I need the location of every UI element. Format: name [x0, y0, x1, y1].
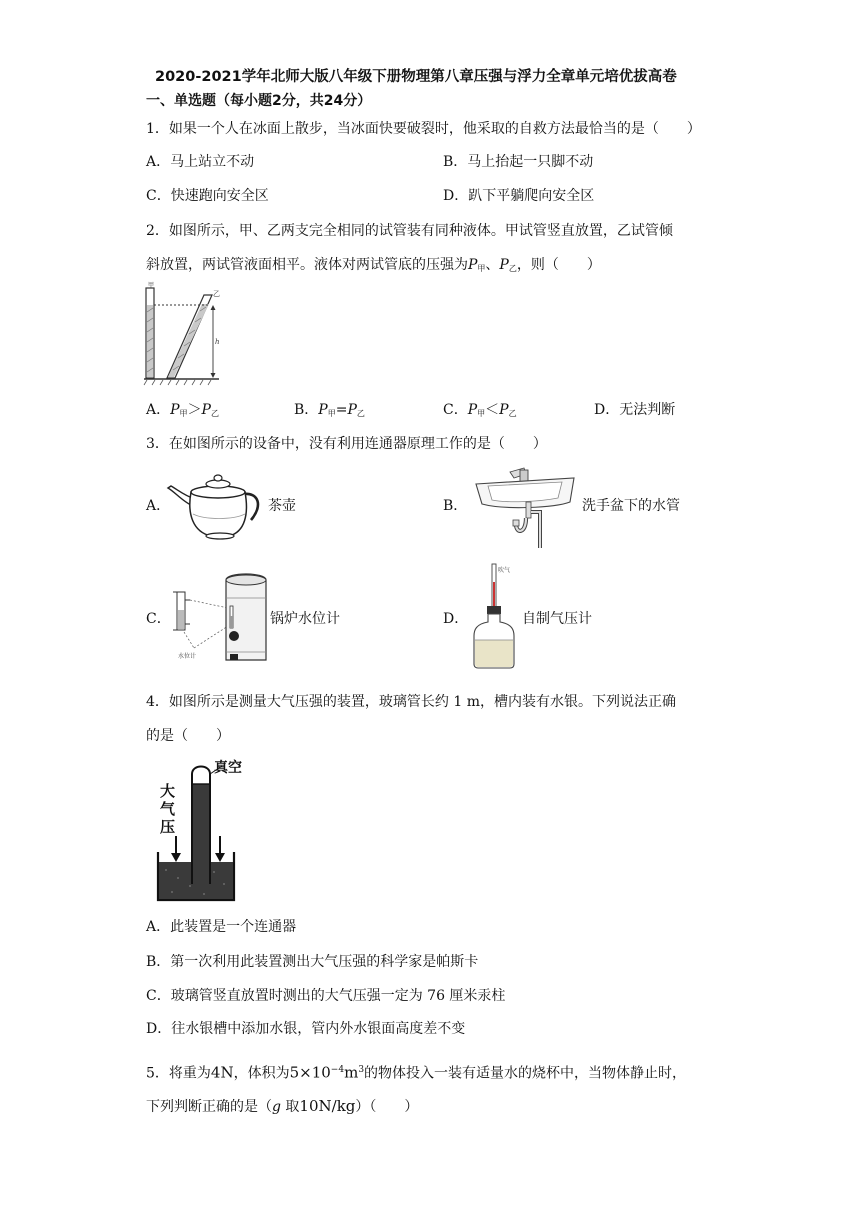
fig-label-atm-2: 气 [160, 800, 176, 818]
boiler-level-gauge-figure [172, 570, 268, 666]
sub-yi: 乙 [508, 264, 517, 273]
option-letter: C． [443, 402, 468, 418]
fig-label-h: h [215, 338, 220, 346]
q1-option-a: A．马上站立不动 [146, 154, 255, 170]
q2-text-end: ，则（ ） [516, 257, 601, 273]
q5-text: 取 [280, 1099, 300, 1115]
wash-basin-figure [474, 462, 578, 548]
q5-volume-exponent: −4 [330, 1065, 345, 1075]
q4-option-c: C．玻璃管竖直放置时测出的大气压强一定为 76 厘米汞柱 [146, 988, 506, 1004]
fig-label-blow: 吹气 [498, 567, 511, 574]
fig-label-yi: 乙 [213, 290, 220, 298]
homemade-barometer-figure [470, 560, 520, 670]
q4-option-d: D．往水银槽中添加水银，管内外水银面高度差不变 [146, 1021, 466, 1037]
q5-text: 5．将重为 [146, 1065, 211, 1082]
q2-option-c [443, 401, 517, 423]
q5-unit-exponent: 3 [358, 1065, 365, 1075]
q5-stem-line1 [146, 1061, 686, 1083]
q3-option-a-text: 茶壶 [268, 498, 296, 514]
p-symbol: P [499, 257, 509, 273]
p-symbol: P [201, 402, 211, 418]
q5-text: ）（ ） [355, 1099, 419, 1115]
p-symbol: P [467, 402, 478, 418]
q1-option-d: D．趴下平躺爬向安全区 [443, 188, 595, 204]
sub-jia: 甲 [327, 409, 336, 418]
q5-text: ，体积为 [233, 1065, 290, 1082]
option-letter: A． [146, 402, 171, 418]
q5-volume: 5×10 [289, 1063, 331, 1082]
q2-stem-line1: 2．如图所示，甲、乙两支完全相同的试管装有同种液体。甲试管竖直放置，乙试管倾 [146, 223, 673, 239]
fig-label-atm-1: 大 [160, 782, 176, 800]
q5-volume-unit: m [344, 1063, 359, 1082]
p-symbol: P [170, 402, 180, 418]
sub-yi: 乙 [508, 409, 517, 418]
q5-stem-line2 [146, 1097, 418, 1116]
q2-text: 斜放置，两试管液面相平。液体对两试管底的压强为 [146, 257, 468, 273]
q4-stem-line2: 的是（ ） [146, 728, 230, 744]
q3-option-a-letter: A． [146, 498, 171, 514]
q3-option-d-text: 自制气压计 [522, 611, 592, 627]
q3-option-d-letter: D． [443, 611, 469, 627]
p-symbol: P [347, 402, 357, 418]
option-letter: B． [294, 402, 319, 418]
sub-jia: 甲 [179, 409, 188, 418]
page-title: 2020-2021学年北师大版八年级下册物理第八章压强与浮力全章单元培优拔高卷 [155, 69, 677, 85]
q1-option-b: B．马上抬起一只脚不动 [443, 154, 594, 170]
operator: ＞ [187, 402, 202, 418]
q2-stem-line2 [146, 256, 601, 278]
operator: = [335, 402, 348, 418]
q4-option-b: B．第一次利用此装置测出大气压强的科学家是帕斯卡 [146, 954, 479, 970]
separator: 、 [485, 257, 500, 273]
q3-option-c-letter: C． [146, 611, 171, 627]
q1-option-c: C．快速跑向安全区 [146, 188, 269, 204]
fig-label-vacuum: 真空 [214, 760, 242, 776]
q2-test-tube-figure [143, 282, 221, 386]
fig-label-atm-3: 压 [160, 818, 176, 836]
sub-jia: 甲 [477, 409, 486, 418]
q5-text: 的物体投入一装有适量水的烧杯中，当物体静止时， [364, 1065, 687, 1082]
sub-yi: 乙 [356, 409, 365, 418]
p-symbol: P [468, 257, 478, 273]
sub-yi: 乙 [210, 409, 219, 418]
fig-label-jia: 甲 [148, 282, 155, 289]
sub-jia: 甲 [477, 264, 486, 273]
q3-stem: 3．在如图所示的设备中，没有利用连通器原理工作的是（ ） [146, 436, 547, 452]
section-heading: 一、单选题（每小题2分，共24分） [146, 93, 372, 109]
p-symbol: P [318, 402, 328, 418]
torricelli-figure [156, 760, 242, 904]
g-symbol: g [272, 1099, 281, 1115]
g-value: 10N/kg [299, 1097, 356, 1115]
q5-weight: 4N [210, 1063, 234, 1082]
q3-option-c-text: 锅炉水位计 [270, 611, 340, 627]
q3-option-b-letter: B． [443, 498, 468, 514]
q2-option-d: D．无法判断 [594, 402, 676, 418]
teapot-figure [165, 464, 265, 542]
q3-option-b-text: 洗手盆下的水管 [582, 498, 680, 514]
p-symbol: P [499, 402, 509, 418]
q1-stem: 1．如果一个人在冰面上散步，当冰面快要破裂时，他采取的自救方法最恰当的是（ ） [146, 121, 701, 137]
q2-option-a [146, 401, 219, 423]
q4-option-a: A．此装置是一个连通器 [146, 919, 297, 935]
operator: ＜ [485, 402, 500, 418]
fig-label-gauge: 水位计 [178, 653, 197, 660]
q4-stem-line1: 4．如图所示是测量大气压强的装置，玻璃管长约 1 m，槽内装有水银。下列说法正确 [146, 694, 676, 710]
q5-text: 下列判断正确的是（ [146, 1099, 272, 1115]
q2-option-b [294, 401, 365, 423]
